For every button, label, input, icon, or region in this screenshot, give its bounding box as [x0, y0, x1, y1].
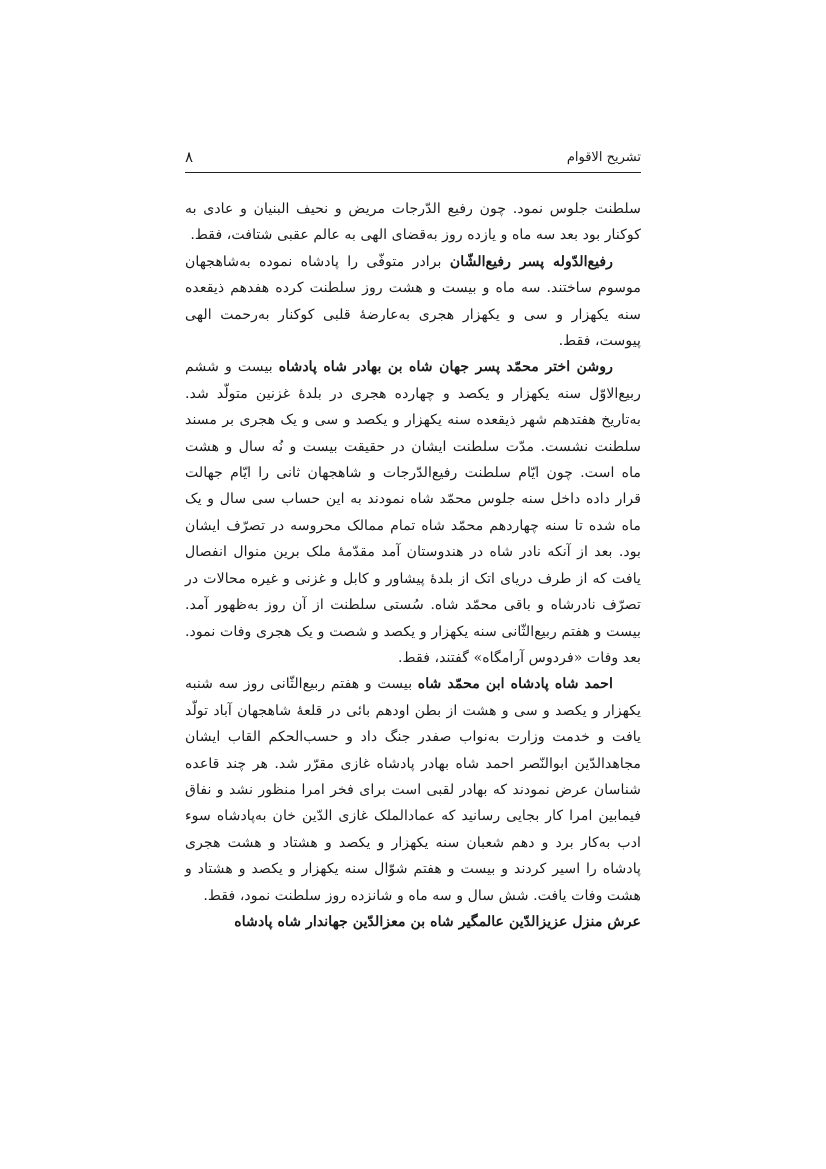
paragraph — [185, 671, 641, 909]
text-body — [185, 196, 641, 935]
paragraph-text: سلطنت جلوس نمود. چون رفیع الدّرجات مریض و نحیف البنیان و عادی به کوکنار بود بعد سه ماه و یازده روز به‌قضای الهی به عالم عقبی شتافت، فقط. — [185, 201, 641, 244]
paragraph-lead: احمد شاه پادشاه ابن محمّد شاه — [417, 676, 613, 693]
page-header — [185, 148, 641, 172]
paragraph — [185, 249, 641, 355]
running-title: تشریح الاقوام — [566, 150, 641, 165]
paragraph-lead: روشن اختر محمّد پسر جهان شاه بن بهادر شاه پادشاه — [278, 359, 613, 376]
paragraph-lead: رفیع‌الدّوله پسر رفیع‌الشّان — [449, 253, 613, 270]
paragraph-text: بیست و ششم ربیع‌الاوّل سنه یکهزار و یکصد و چهارده هجری در بلدهٔ غزنین متولّد شد. به‌تاریخ هفتدهم شهر ذیقعده سنه یکهزار و یکصد و سی و یک هجری بر مسند سلطنت نشست. مدّت سلطنت ایشان در حقیقت بیست و نُه سال و هشت ماه است. چون ایّام سلطنت رفیع‌الدّرجات و شاهجهان ثانی را ایّام جهالت قرار داده داخل سنه جلوس محمّد شاه نمودند به این حساب سی سال و یک ماه شده تا سنه چهاردهم محمّد شاه تمام ممالک محروسه در تصرّف ایشان بود. بعد از آنکه نادر شاه در هندوستان آمد مقدّمهٔ ملک برین منوال انفصال یافت که از طرف دریای اتک از بلدهٔ پیشاور و کابل و غزنی و غیره محالات در تصرّف نادرشاه و باقی محمّد شاه. سُستی سلطنت از آن روز به‌ظهور آمد. بیست و هفتم ربیع‌الثّانی سنه یکهزار و یکصد و شصت و یک هجری وفات نمود. بعد وفات «فردوس آرامگاه» گفتند، فقط. — [185, 359, 641, 666]
paragraph — [185, 354, 641, 671]
header-divider — [185, 172, 641, 173]
section-heading: عرش منزل عزیزالدّین عالمگیر شاه بن معزالدّین جهاندار شاه پادشاه — [234, 913, 641, 930]
paragraph-text: برادر متوفّی را پادشاه نموده به‌شاهجهان موسوم ساختند. سه ماه و بیست و هشت روز سلطنت کرده هفدهم ذیقعده سنه یکهزار و سی و یکهزار هجری به‌عارضهٔ قلبی کوکنار به‌رحمت الهی پیوست، فقط. — [185, 253, 641, 350]
paragraph — [185, 196, 641, 249]
paragraph-text: بیست و هفتم ربیع‌الثّانی روز سه شنبه یکهزار و یکصد و سی و هشت از بطن اودهم بائی در قلعهٔ شاهجهان آباد تولّد یافت و خدمت وزارت به‌نواب صفدر جنگ داد و حسب‌الحکم القاب ایشان مجاهدالدّین ابوالنّصر احمد شاه بهادر پادشاه غازی مقرّر شد. هر چند قاعده شناسان عرض نمودند که بهادر لقبی است برای فخر امرا منظور نشد و نفاق فیمابین امرا کار بجایی رسانید که عمادالملک غازی الدّین خان به‌پادشاه سوء ادب به‌کار برد و دهم شعبان سنه یکهزار و یکصد و هشتاد و هشت هجری پادشاه را اسیر کردند و بیست و هفتم شوّال سنه یکهزار و یکصد و هشتاد و هشت وفات یافت. شش سال و سه ماه و شانزده روز سلطنت نمود، فقط. — [185, 676, 641, 904]
page-number: ۸ — [185, 148, 194, 166]
